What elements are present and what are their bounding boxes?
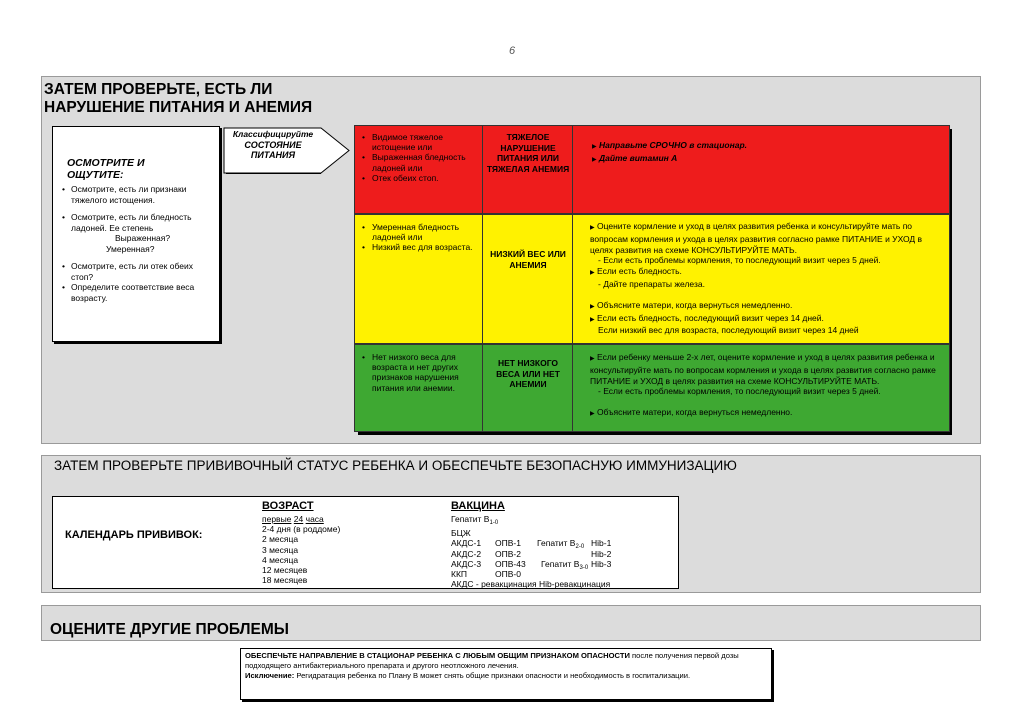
signs-no-low-weight: • Нет низкого веса для возраста и нет других признаков нарушения питания или анемии. <box>362 352 477 393</box>
list-item: • Осмотрите, есть ли признаки тяжелого истощения. <box>62 184 217 205</box>
vaccine-header: ВАКЦИНА <box>451 500 505 512</box>
classification-severe: ТЯЖЕЛОЕ НАРУШЕНИЕ ПИТАНИЯ ИЛИ ТЯЖЕЛАЯ АНЕМИЯ <box>486 132 570 174</box>
treatment-low-weight: ▶ Оцените кормление и уход в целях развития ребенка и консультируйте мать по вопросам кормления и ухода в целях развития согласно рамке ПИТАНИЕ и УХОД в целях развития на схеме КОНСУЛЬТИРУЙТЕ МАТЬ. - Если есть проблемы кормления, то последующий визит через 5 дней. ▶ Если есть бледность. - Дайте препараты железа. ▶ Объясните матери, когда вернуться немедленно. ▶ Если есть бледность, последующий визит через 14 дней. Если низкий вес для возраста, последующий визит через 14 дней <box>590 221 923 336</box>
age-header: ВОЗРАСТ <box>262 500 314 512</box>
treatment-severe: ▶ Направьте СРОЧНО в стационар. ▶ Дайте витамин А <box>592 140 748 163</box>
classification-low-weight: НИЗКИЙ ВЕС ИЛИ АНЕМИЯ <box>490 249 566 270</box>
classification-no-low-weight: НЕТ НИЗКОГО ВЕСА ИЛИ НЕТ АНЕМИИ <box>496 358 560 389</box>
vaccine-column: Гепатит $В_{1-0}$ БЦЖ АКДС-1 ОПВ-1 Гепатит $В_{2-0}$ Hib-1 АКДС-2 ОПВ-2 Hib-2 АКДС-3 ОПВ-43 Гепатит $В_{3-0}$ Hib-3 ККП ОПВ-0 АКДС - ревакцинация Hib-ревакцинация <box>451 514 612 590</box>
classify-label: Классифицируйте СОСТОЯНИЕ ПИТАНИЯ <box>232 129 314 160</box>
referral-note: ОБЕСПЕЧЬТЕ НАПРАВЛЕНИЕ В СТАЦИОНАР РЕБЕНКА С ЛЮБЫМ ОБЩИМ ПРИЗНАКОМ ОПАСНОСТИ после получения первой дозы подходящего антибактериального препарата и другого неотложного лечения. Исключение: Регидратация ребенка по Плану В может снять общие признаки опасности и необходимость в госпитализации. <box>245 651 739 680</box>
list-item: • Определите соответствие веса возрасту. <box>62 282 217 303</box>
list-item: • Осмотрите, есть ли бледность ладоней. Ее степень Выраженная? Умеренная? <box>62 212 217 254</box>
column-divider <box>482 125 483 432</box>
nutrition-title: ЗАТЕМ ПРОВЕРЬТЕ, ЕСТЬ ЛИ НАРУШЕНИЕ ПИТАНИЯ И АНЕМИЯ <box>44 81 313 116</box>
page-number: 6 <box>508 45 516 57</box>
treatment-no-low-weight: ▶ Если ребенку меньше 2-х лет, оцените кормление и уход в целях развития ребенка и консультируйте мать по вопросам кормления и ухода в целях развития согласно рамке ПИТАНИЕ и УХОД в целях развития на схеме КОНСУЛЬТИРУЙТЕ МАТЬ. - Если есть проблемы кормления, то последующий визит через 5 дней. ▶ Объясните матери, когда вернуться немедленно. <box>590 352 936 418</box>
column-divider <box>572 125 573 432</box>
list-item: • Осмотрите, есть ли отек обеих стоп? <box>62 261 217 282</box>
signs-low-weight: • Умеренная бледность ладоней или • Низкий вес для возраста. <box>362 222 477 253</box>
other-problems-title: ОЦЕНИТЕ ДРУГИЕ ПРОБЛЕМЫ <box>50 621 289 638</box>
calendar-label: КАЛЕНДАРЬ ПРИВИВОК: <box>65 529 203 541</box>
look-feel-list <box>62 184 217 310</box>
immunization-title: ЗАТЕМ ПРОВЕРЬТЕ ПРИВИВОЧНЫЙ СТАТУС РЕБЕНКА И ОБЕСПЕЧЬТЕ БЕЗОПАСНУЮ ИММУНИЗАЦИЮ <box>54 458 737 473</box>
look-feel-title: ОСМОТРИТЕ И ОЩУТИТЕ: <box>67 157 145 181</box>
signs-severe: • Видимое тяжелое истощение или • Выраженная бледность ладоней или • Отек обеих стоп. <box>362 132 477 183</box>
age-column: первые 24 часа 2-4 дня (в роддоме) 2 месяца 3 месяца 4 месяца 12 месяцев 18 месяцев <box>262 514 341 586</box>
